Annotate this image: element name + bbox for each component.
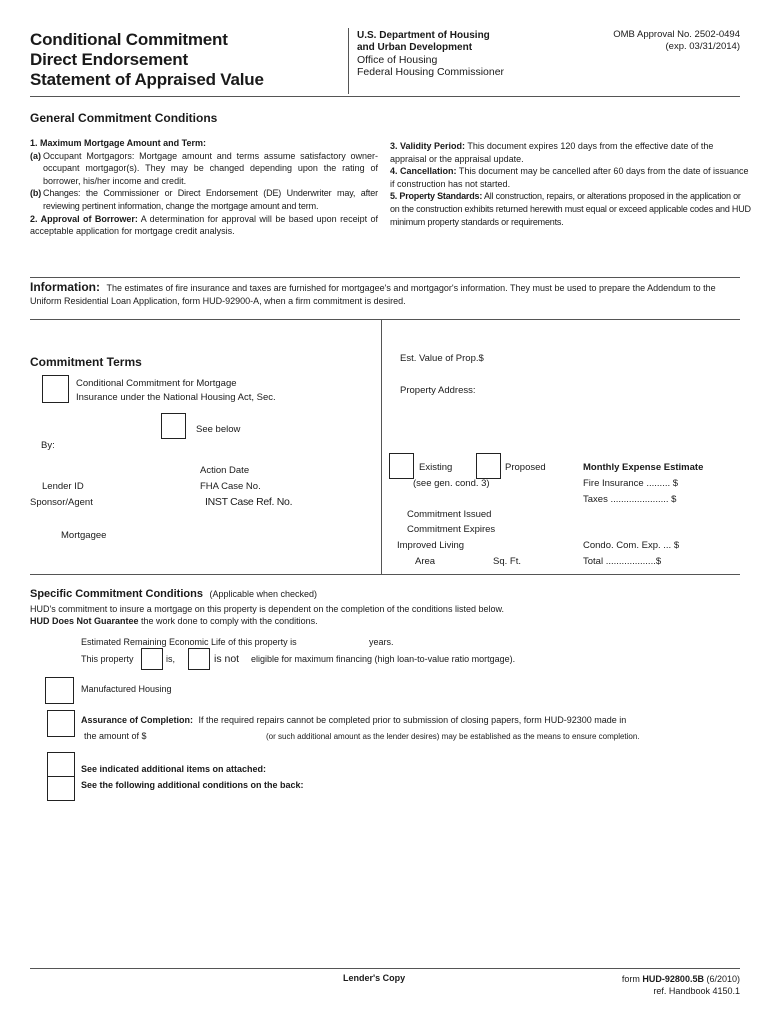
item3 — [390, 140, 752, 165]
general-right-column — [390, 140, 752, 228]
form-prefix: form — [621, 974, 640, 984]
assurance-completion-checkbox[interactable] — [47, 710, 75, 737]
see-gen-cond-label: (see gen. cond. 3) — [413, 478, 490, 489]
manufactured-housing-checkbox[interactable] — [45, 677, 74, 704]
item4-text: This document may be cancelled after 60 days from the date of issuance if construction has not started. — [390, 166, 749, 189]
monthly-expense-heading: Monthly Expense Estimate — [583, 462, 704, 473]
item2-title: 2. Approval of Borrower: — [30, 213, 138, 224]
remaining-life-label: Estimated Remaining Economic Life of this property is — [81, 637, 297, 647]
existing-checkbox[interactable] — [389, 453, 414, 479]
item1b-label: (b) — [30, 188, 42, 199]
is-label: is, — [166, 654, 175, 664]
commitment-divider — [381, 319, 382, 574]
item1b — [30, 187, 378, 212]
action-date-label: Action Date — [200, 465, 250, 476]
item5-text: All construction, repairs, or alterations proposed in the application or on the construction exhibits returned herewith must equal or exceed applicable codes and HUD minimum property standards or requirements. — [390, 191, 751, 227]
hud-not-guarantee: HUD Does Not Guarantee — [30, 616, 139, 626]
attached-items-checkbox[interactable] — [47, 752, 75, 778]
lenders-copy-label: Lender's Copy — [343, 973, 406, 983]
handbook-ref: ref. Handbook 4150.1 — [653, 986, 740, 996]
improved-living-label: Improved Living — [397, 540, 465, 551]
by-label: By: — [41, 440, 55, 451]
assurance-title: Assurance of Completion: — [81, 715, 194, 725]
conditional-commitment-checkbox[interactable] — [42, 375, 69, 403]
item5 — [390, 190, 752, 228]
office-line-1: Office of Housing — [357, 54, 438, 66]
sq-ft-label: Sq. Ft. — [493, 556, 521, 567]
item3-title: 3. Validity Period: — [390, 141, 466, 151]
footer-rule — [30, 968, 740, 969]
taxes-label: Taxes ...................... $ — [583, 494, 677, 505]
form-number-line — [622, 973, 740, 985]
item1b-text: Changes: the Commissioner or Direct Endorsement (DE) Underwriter may, after reviewing pertinent information, change the mortgage amount and term. — [43, 188, 378, 211]
information-text: The estimates of fire insurance and taxes are furnished for mortgagee's and mortgagor's information. They must be used to prepare the Addendum to the Uniform Residential Loan Application, form HUD-92900-A, when a firm commitment is desired. — [30, 283, 716, 306]
item4-title: 4. Cancellation: — [390, 166, 457, 177]
conditional-commitment-label — [76, 377, 276, 405]
form-number-block — [622, 973, 740, 997]
fha-case-no-label: FHA Case No. — [200, 481, 261, 492]
information-block — [30, 281, 742, 307]
title-line-2: Direct Endorsement — [30, 50, 188, 69]
see-below-checkbox[interactable] — [161, 413, 186, 439]
this-property-label: This property — [81, 654, 134, 664]
item1-title: 1. Maximum Mortgage Amount and Term: — [30, 138, 207, 148]
item2 — [30, 213, 378, 238]
property-address-label: Property Address: — [400, 385, 476, 396]
assurance-text: If the required repairs cannot be completed prior to submission of closing papers, form HUD-92300 made in — [198, 715, 627, 725]
conditional-line-2: Insurance under the National Housing Act, Sec. — [76, 392, 276, 403]
back-conditions-checkbox[interactable] — [47, 776, 75, 801]
specific-heading-note: (Applicable when checked) — [209, 589, 318, 599]
commitment-expires-label: Commitment Expires — [407, 524, 496, 535]
department-block — [357, 30, 504, 78]
see-below-label: See below — [196, 424, 241, 435]
item1a-text: Occupant Mortgagors: Mortgage amount and terms assume satisfactory owner-occupant mortgagor(s). They may be changed depending upon the rating of borrower, his/her income and credit. — [43, 150, 378, 186]
conditional-line-1: Conditional Commitment for Mortgage — [76, 378, 237, 389]
form-title — [30, 30, 264, 90]
back-conditions-label: See the following additional conditions on the back: — [81, 780, 304, 790]
information-rule-bottom — [30, 319, 740, 320]
sponsor-agent-label: Sponsor/Agent — [30, 497, 93, 508]
form-number: HUD-92800.5B — [642, 974, 704, 984]
fire-insurance-label: Fire Insurance ......... $ — [583, 478, 679, 489]
mortgagee-label: Mortgagee — [61, 530, 107, 541]
amount-note: (or such additional amount as the lender desires) may be established as the means to ensure completion. — [266, 732, 640, 741]
eligible-label: eligible for maximum financing (high loan-to-value ratio mortgage). — [251, 654, 516, 664]
specific-line-2-rest: the work done to comply with the conditions. — [141, 616, 318, 626]
item2-text: A determination for approval will be based upon receipt of acceptable application for mortgage credit analysis. — [30, 213, 378, 237]
omb-block — [613, 29, 740, 53]
condo-exp-label: Condo. Com. Exp. ... $ — [583, 540, 680, 551]
dept-line-2: and Urban Development — [357, 42, 473, 53]
item1a — [30, 150, 378, 188]
property-is-not-checkbox[interactable] — [188, 648, 210, 670]
proposed-checkbox[interactable] — [476, 453, 501, 479]
specific-heading: Specific Commitment Conditions — [30, 588, 203, 600]
proposed-label: Proposed — [505, 462, 546, 473]
title-line-3: Statement of Appraised Value — [30, 70, 264, 89]
commitment-terms-heading: Commitment Terms — [30, 355, 142, 369]
item1a-label: (a) — [30, 150, 41, 161]
title-line-1: Conditional Commitment — [30, 30, 228, 49]
existing-label: Existing — [419, 462, 453, 473]
item3-text: This document expires 120 days from the effective date of the appraisal or the appraisal update. — [390, 141, 714, 164]
omb-number: OMB Approval No. 2502-0494 — [613, 29, 740, 40]
commitment-issued-label: Commitment Issued — [407, 509, 492, 520]
inst-case-ref-label: INST Case Ref. No. — [205, 496, 293, 508]
specific-heading-row — [30, 588, 317, 600]
form-date: (6/2010) — [706, 974, 740, 984]
specific-line-1: HUD's commitment to insure a mortgage on this property is dependent on the completion of the conditions listed below. — [30, 604, 504, 614]
dept-line-1: U.S. Department of Housing — [357, 30, 490, 41]
omb-expiration: (exp. 03/31/2014) — [665, 41, 740, 52]
information-heading: Information: — [30, 280, 100, 294]
header-rule — [30, 96, 740, 97]
office-line-2: Federal Housing Commissioner — [357, 66, 505, 78]
amount-of-label: the amount of $ — [84, 731, 147, 741]
information-rule-top — [30, 277, 740, 278]
general-left-column — [30, 137, 378, 238]
specific-line-2 — [30, 616, 318, 626]
assurance-row — [81, 715, 626, 725]
manufactured-housing-label: Manufactured Housing — [81, 684, 172, 694]
general-heading: General Commitment Conditions — [30, 111, 218, 125]
est-value-label: Est. Value of Prop.$ — [400, 353, 484, 364]
specific-rule-top — [30, 574, 740, 575]
attached-items-label: See indicated additional items on attached: — [81, 764, 267, 774]
is-not-label: is not — [214, 653, 240, 665]
area-label: Area — [415, 556, 436, 567]
header-divider — [348, 28, 349, 94]
lender-id-label: Lender ID — [42, 481, 84, 492]
item4 — [390, 165, 752, 190]
item5-title: 5. Property Standards: — [390, 191, 483, 202]
property-is-checkbox[interactable] — [141, 648, 163, 670]
total-label: Total ...................$ — [583, 556, 662, 567]
years-label: years. — [369, 637, 394, 647]
